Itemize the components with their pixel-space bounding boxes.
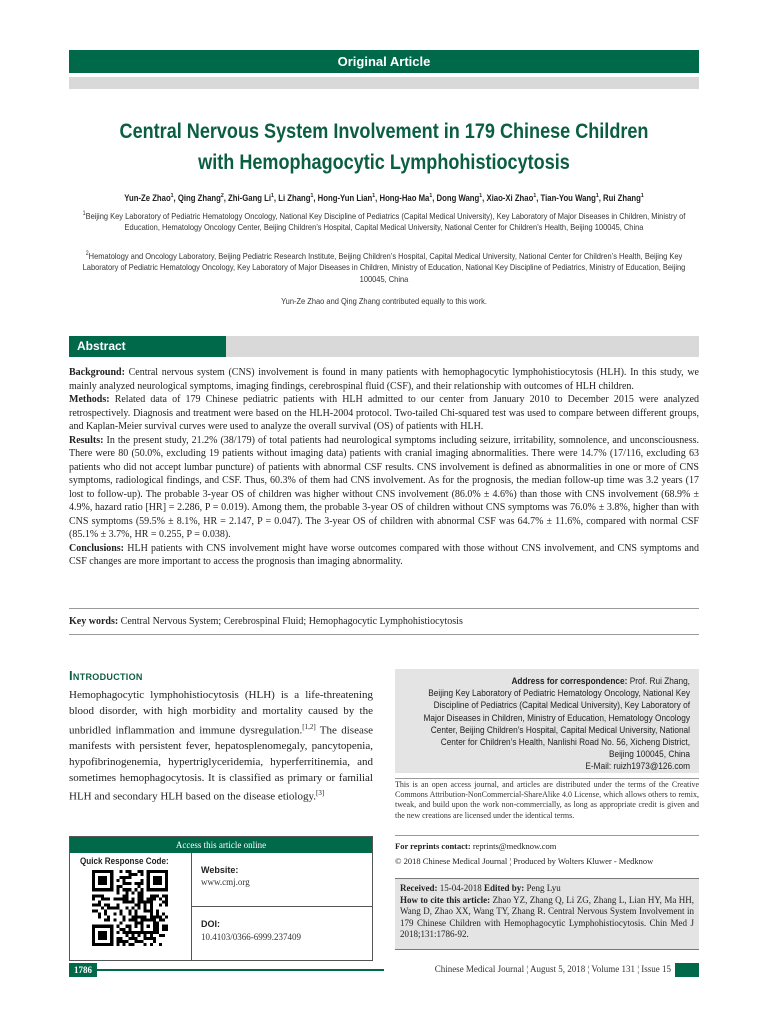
author-affiliation-mark: 1 bbox=[429, 193, 433, 199]
abstract-body bbox=[69, 366, 699, 569]
citation-ref[interactable]: [3] bbox=[316, 789, 325, 798]
access-online-box bbox=[69, 836, 373, 961]
author-affiliation-mark: 1 bbox=[170, 193, 174, 199]
abstract-methods: Methods: Related data of 179 Chinese pediatric patients with HLH admitted to our center from January 2010 to December 2015 were analyzed retrospectively. Diagnosis and treatment were based on the HLH-2004 protocol. Two-tailed Chi-squared test was used to compare between different groups, and Kaplan-Meier survival curves were used to analyze the overall survival (OS) of patients with HLH. bbox=[69, 394, 700, 432]
page-number: 1786 bbox=[69, 963, 97, 977]
article-title bbox=[105, 116, 662, 178]
doi-link[interactable]: 10.4103/0366-6999.237409 bbox=[201, 932, 301, 942]
footer-journal-info: Chinese Medical Journal ¦ August 5, 2018 ¦ Volume 131 ¦ Issue 15 bbox=[434, 964, 671, 974]
abstract-background: Background: Central nervous system (CNS) involvement is found in many patients with hemophagocytic lymphohistiocytosis (HLH). In this study, we mainly analyzed neurological symptoms, imaging findings, cerebrospinal fluid (CSF), and their relationship with outcomes of HLH children. bbox=[69, 367, 699, 392]
author-name: Li Zhang bbox=[278, 193, 311, 203]
reprints-contact: For reprints contact: reprints@medknow.com bbox=[395, 841, 557, 851]
correspondence-email[interactable]: E-Mail: ruizh1973@126.com bbox=[585, 761, 690, 772]
author-name: Hong-Yun Lian bbox=[317, 193, 373, 203]
section-banner bbox=[69, 50, 699, 73]
abstract-heading: Abstract bbox=[69, 336, 226, 357]
author-name: Qing Zhang bbox=[177, 193, 221, 203]
author-name: Yun-Ze Zhao bbox=[124, 193, 171, 203]
author-name: Hong-Hao Ma bbox=[379, 193, 430, 203]
author-affiliation-mark: 1 bbox=[310, 193, 314, 199]
title-line-1: Central Nervous System Involvement in 179 Chinese Children bbox=[119, 120, 649, 143]
author-affiliation-mark: 1 bbox=[372, 193, 376, 199]
citation-ref[interactable]: [1,2] bbox=[302, 722, 316, 731]
website-link[interactable]: www.cmj.org bbox=[201, 877, 250, 887]
license-divider-bottom bbox=[395, 835, 699, 836]
author-affiliation-mark: 1 bbox=[271, 193, 274, 199]
license-divider-top bbox=[395, 778, 699, 779]
license-text: This is an open access journal, and articles are distributed under the terms of the Creative Commons Attribution-NonCommercial-ShareAlike 4.0 License, which allows others to remix, tweak, and build upon the work non-commercially, as long as appropriate credit is given and the new creations are licensed under the identical terms. bbox=[395, 780, 699, 820]
website-cell bbox=[192, 853, 372, 907]
author-name: Dong Wang bbox=[436, 193, 480, 203]
abstract-divider bbox=[69, 608, 699, 609]
doi-cell bbox=[192, 907, 372, 960]
abstract-conclusions: Conclusions: HLH patients with CNS involvement might have worse outcomes compared with those without CNS involvement, and CNS symptoms and CSF changes are more important to access the prognosis than imaging abnormality. bbox=[69, 542, 699, 567]
copyright-notice: © 2018 Chinese Medical Journal ¦ Produced by Wolters Kluwer - Medknow bbox=[395, 856, 654, 866]
author-affiliation-mark: 2 bbox=[220, 193, 224, 199]
affiliation-1: $^1$Beijing Key Laboratory of Pediatric Hematology Oncology, National Key Discipline of Pediatrics (Capital Medical University), Key Laboratory of Major Diseases in Children, Ministry of Education, Hematology Oncology Center, Beijing Children’s Hospital, Capital Medical University, National Center for Children’s Health, Beijing 100045, China bbox=[82, 210, 686, 233]
author-list: Yun-Ze Zhao$^1$, Qing Zhang$^2$, Zhi-Gang Li$^1$, Li Zhang$^1$, Hong-Yun Lian$^1$, Hong-Hao Ma$^1$, Dong Wang$^1$, Xiao-Xi Zhao$^1$, Tian-You Wang$^1$, Rui Zhang$^1$ bbox=[124, 193, 644, 203]
qr-label: Quick Response Code: bbox=[80, 856, 169, 866]
author-name: Tian-You Wang bbox=[540, 193, 596, 203]
footer-rule bbox=[97, 969, 384, 971]
author-name: Xiao-Xi Zhao bbox=[486, 193, 534, 203]
footer-end-block bbox=[675, 963, 699, 977]
access-box-heading: Access this article online bbox=[70, 837, 372, 853]
author-name: Rui Zhang bbox=[603, 193, 641, 203]
section-label: Original Article bbox=[337, 54, 431, 69]
author-affiliation-mark: 1 bbox=[479, 193, 483, 199]
abstract-header-bar bbox=[69, 336, 699, 357]
correspondence-text: Address for correspondence: Prof. Rui Zhang, Beijing Key Laboratory of Pediatric Hematology Oncology, National Key Discipline of Pediatrics (Capital Medical University), Key Laboratory of Major Diseases in Children, Ministry of Education, Hematology Oncology Center, Beijing Children’s Hospital, Capital Medical University, National Center for Children’s Health, Nanlishi Road No. 56, Xicheng District, Beijing 100045, China E-Mail: ruizh1973@126.com bbox=[423, 676, 690, 772]
qr-cell bbox=[70, 853, 192, 960]
equal-contribution-note: Yun-Ze Zhao and Qing Zhang contributed equally to this work. bbox=[281, 296, 487, 306]
author-name: Zhi-Gang Li bbox=[228, 193, 272, 203]
website-label: Website: bbox=[201, 865, 239, 875]
abstract-results: Results: In the present study, 21.2% (38/179) of total patients had neurological symptoms including seizure, irritability, somnolence, and unconsciousness. There were 80 (50.0%, excluding 19 patients without imaging data) patients with cranial imaging abnormalities. There were 14.7% (17/116, excluding 63 patients who did not accept lumbar puncture) of patients with abnormal CSF results. CNS involvement is defined as abnormalities in one or more of CNS symptoms, radiological findings, and CSF. Thus, 60.3% of them had CNS involvement. As for the prognosis, the median follow-up time was 3.2 years (17 lost to follow-up). The probable 3-year OS of children was higher without CNS involvement (86.0% ± 4.6%) than those with CNS involvement (68.9% ± 4.9%, hazard ratio [HR] = 2.286, P = 0.019). Among them, the probable 3-year OS of children without CNS symptoms was 76.0% ± 3.8%, higher than with CNS symptoms (59.5% ± 8.1%, HR = 2.147, P = 0.047). The 3-year OS of children with abnormal CSF was 64.7% ± 11.6%, compared with normal CSF (85.1% ± 3.7%, HR = 0.255, P = 0.038). bbox=[69, 434, 699, 540]
citation-box: Received: 15-04-2018 Edited by: Peng Lyu How to cite this article: Zhao YZ, Zhang Q, Li ZG, Zhang L, Lian HY, Ma HH, Wang D, Zhao XX, Wang TY, Zhang R. Central Nervous System Involvement in 179 Chinese Children with Hemophagocytic Lymphohistiocytosis. Chin Med J 2018;131:1786-92. bbox=[395, 878, 699, 950]
qr-code-icon[interactable] bbox=[92, 870, 168, 946]
header-divider bbox=[69, 77, 699, 89]
author-affiliation-mark: 1 bbox=[595, 193, 599, 199]
keywords: Key words: Central Nervous System; Cerebrospinal Fluid; Hemophagocytic Lymphohistiocytosis bbox=[69, 616, 463, 627]
title-line-2: with Hemophagocytic Lymphohistiocytosis bbox=[198, 151, 570, 174]
keywords-divider bbox=[69, 634, 699, 635]
correspondence-box bbox=[395, 669, 699, 773]
introduction-heading: Introduction bbox=[69, 668, 143, 683]
affiliation-2: $^2$Hematology and Oncology Laboratory, Beijing Pediatric Research Institute, Beijing Children’s Hospital, Capital Medical University, National Center for Children’s Health, Beijing Key Laboratory of Pediatric Hematology Oncology, Key Laboratory of Major Diseases in Children, Ministry of Education, National Key Discipline of Pediatrics, Ministry of Education, Beijing 100045, China bbox=[82, 250, 686, 284]
author-affiliation-mark: 1 bbox=[640, 193, 644, 199]
page-footer bbox=[69, 963, 699, 977]
author-affiliation-mark: 1 bbox=[533, 193, 537, 199]
introduction-paragraph: Hemophagocytic lymphohistiocytosis (HLH) is a life-threatening blood disorder, with high morbidity and mortality caused by the unbridled inflammation and immune dysregulation.[1,2] The disease manifests with persistent fever, hepatosplenomegaly, pancytopenia, hypofibrinogenemia, hypertriglyceridemia, hyperferritinemia, and sometimes hemophagocytosis. It is classified as primary or familial HLH and secondary HLH based on the disease etiology.[3] bbox=[69, 689, 373, 804]
doi-label: DOI: bbox=[201, 919, 220, 929]
